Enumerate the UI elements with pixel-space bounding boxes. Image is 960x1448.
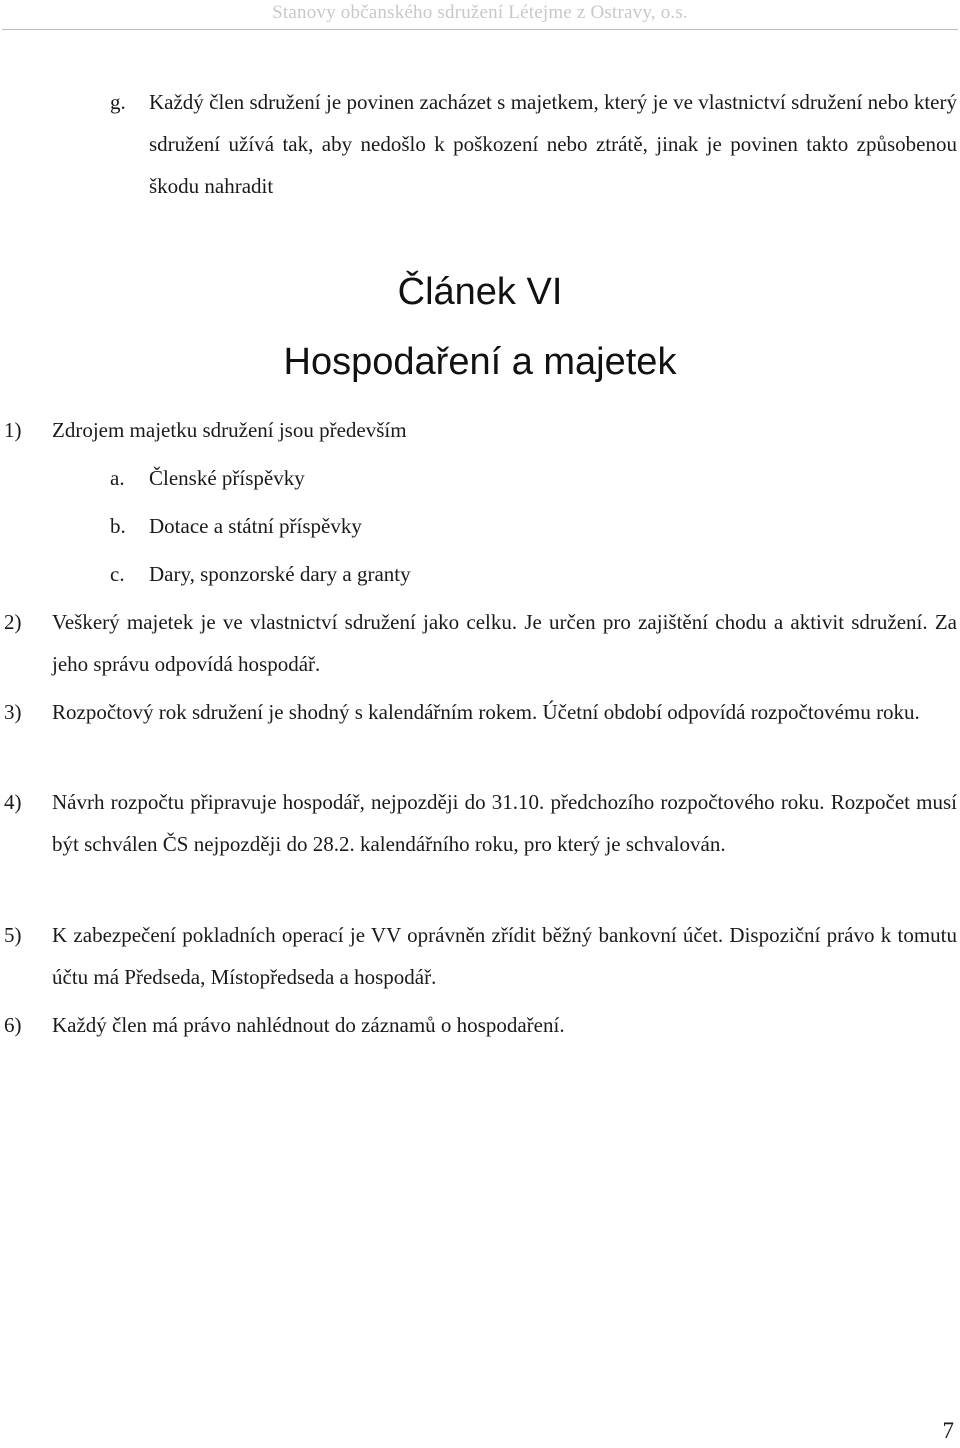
list-item-marker: 2) — [4, 610, 22, 634]
sub-list-item-marker: a. — [110, 466, 125, 490]
sub-list-item-text: Dary, sponzorské dary a granty — [149, 562, 411, 586]
article-title: Hospodaření a majetek — [283, 341, 677, 383]
sub-list-item-marker: b. — [110, 514, 126, 538]
list-item-marker: 4) — [4, 790, 22, 814]
sub-list-item-marker: c. — [110, 562, 125, 586]
list-item-marker: 5) — [4, 923, 22, 947]
running-header: Stanovy občanského sdružení Létejme z Ostravy, o.s. — [272, 2, 688, 23]
sub-list-item-text: Členské příspěvky — [149, 466, 305, 490]
list-item-text: Veškerý majetek je ve vlastnictví sdružení jako celku. Je určen pro zajištění chodu a aktivit sdružení. Za jeho správu odpovídá hospodář. — [52, 610, 957, 676]
list-item-text: K zabezpečení pokladních operací je VV oprávněn zřídit běžný bankovní účet. Dispoziční právo k tomutu účtu má Předseda, Místopředseda a hospodář. — [52, 923, 957, 989]
page-number: 7 — [942, 1418, 954, 1443]
list-item-marker: 3) — [4, 700, 22, 724]
intro-item-text: Každý člen sdružení je povinen zacházet s majetkem, který je ve vlastnictví sdružení nebo který sdružení užívá tak, aby nedošlo k poškození nebo ztrátě, jinak je povinen takto způsobenou škodu nahradit — [149, 90, 957, 198]
sub-list-item-text: Dotace a státní příspěvky — [149, 514, 362, 538]
list-item-marker: 1) — [4, 418, 22, 442]
list-item-marker: 6) — [4, 1013, 22, 1037]
intro-item-marker: g. — [110, 90, 126, 114]
header-rule — [2, 29, 958, 30]
list-item-text: Zdrojem majetku sdružení jsou především — [52, 418, 407, 442]
article-number: Článek VI — [397, 271, 563, 313]
list-item-text: Návrh rozpočtu připravuje hospodář, nejpozději do 31.10. předchozího rozpočtového roku. Rozpočet musí být schválen ČS nejpozději do 28.2. kalendářního roku, pro který je schvalován. — [52, 790, 957, 856]
list-item-text: Každý člen má právo nahlédnout do záznamů o hospodaření. — [52, 1013, 565, 1037]
list-item-text: Rozpočtový rok sdružení je shodný s kalendářním rokem. Účetní období odpovídá rozpočtovému roku. — [52, 700, 920, 724]
